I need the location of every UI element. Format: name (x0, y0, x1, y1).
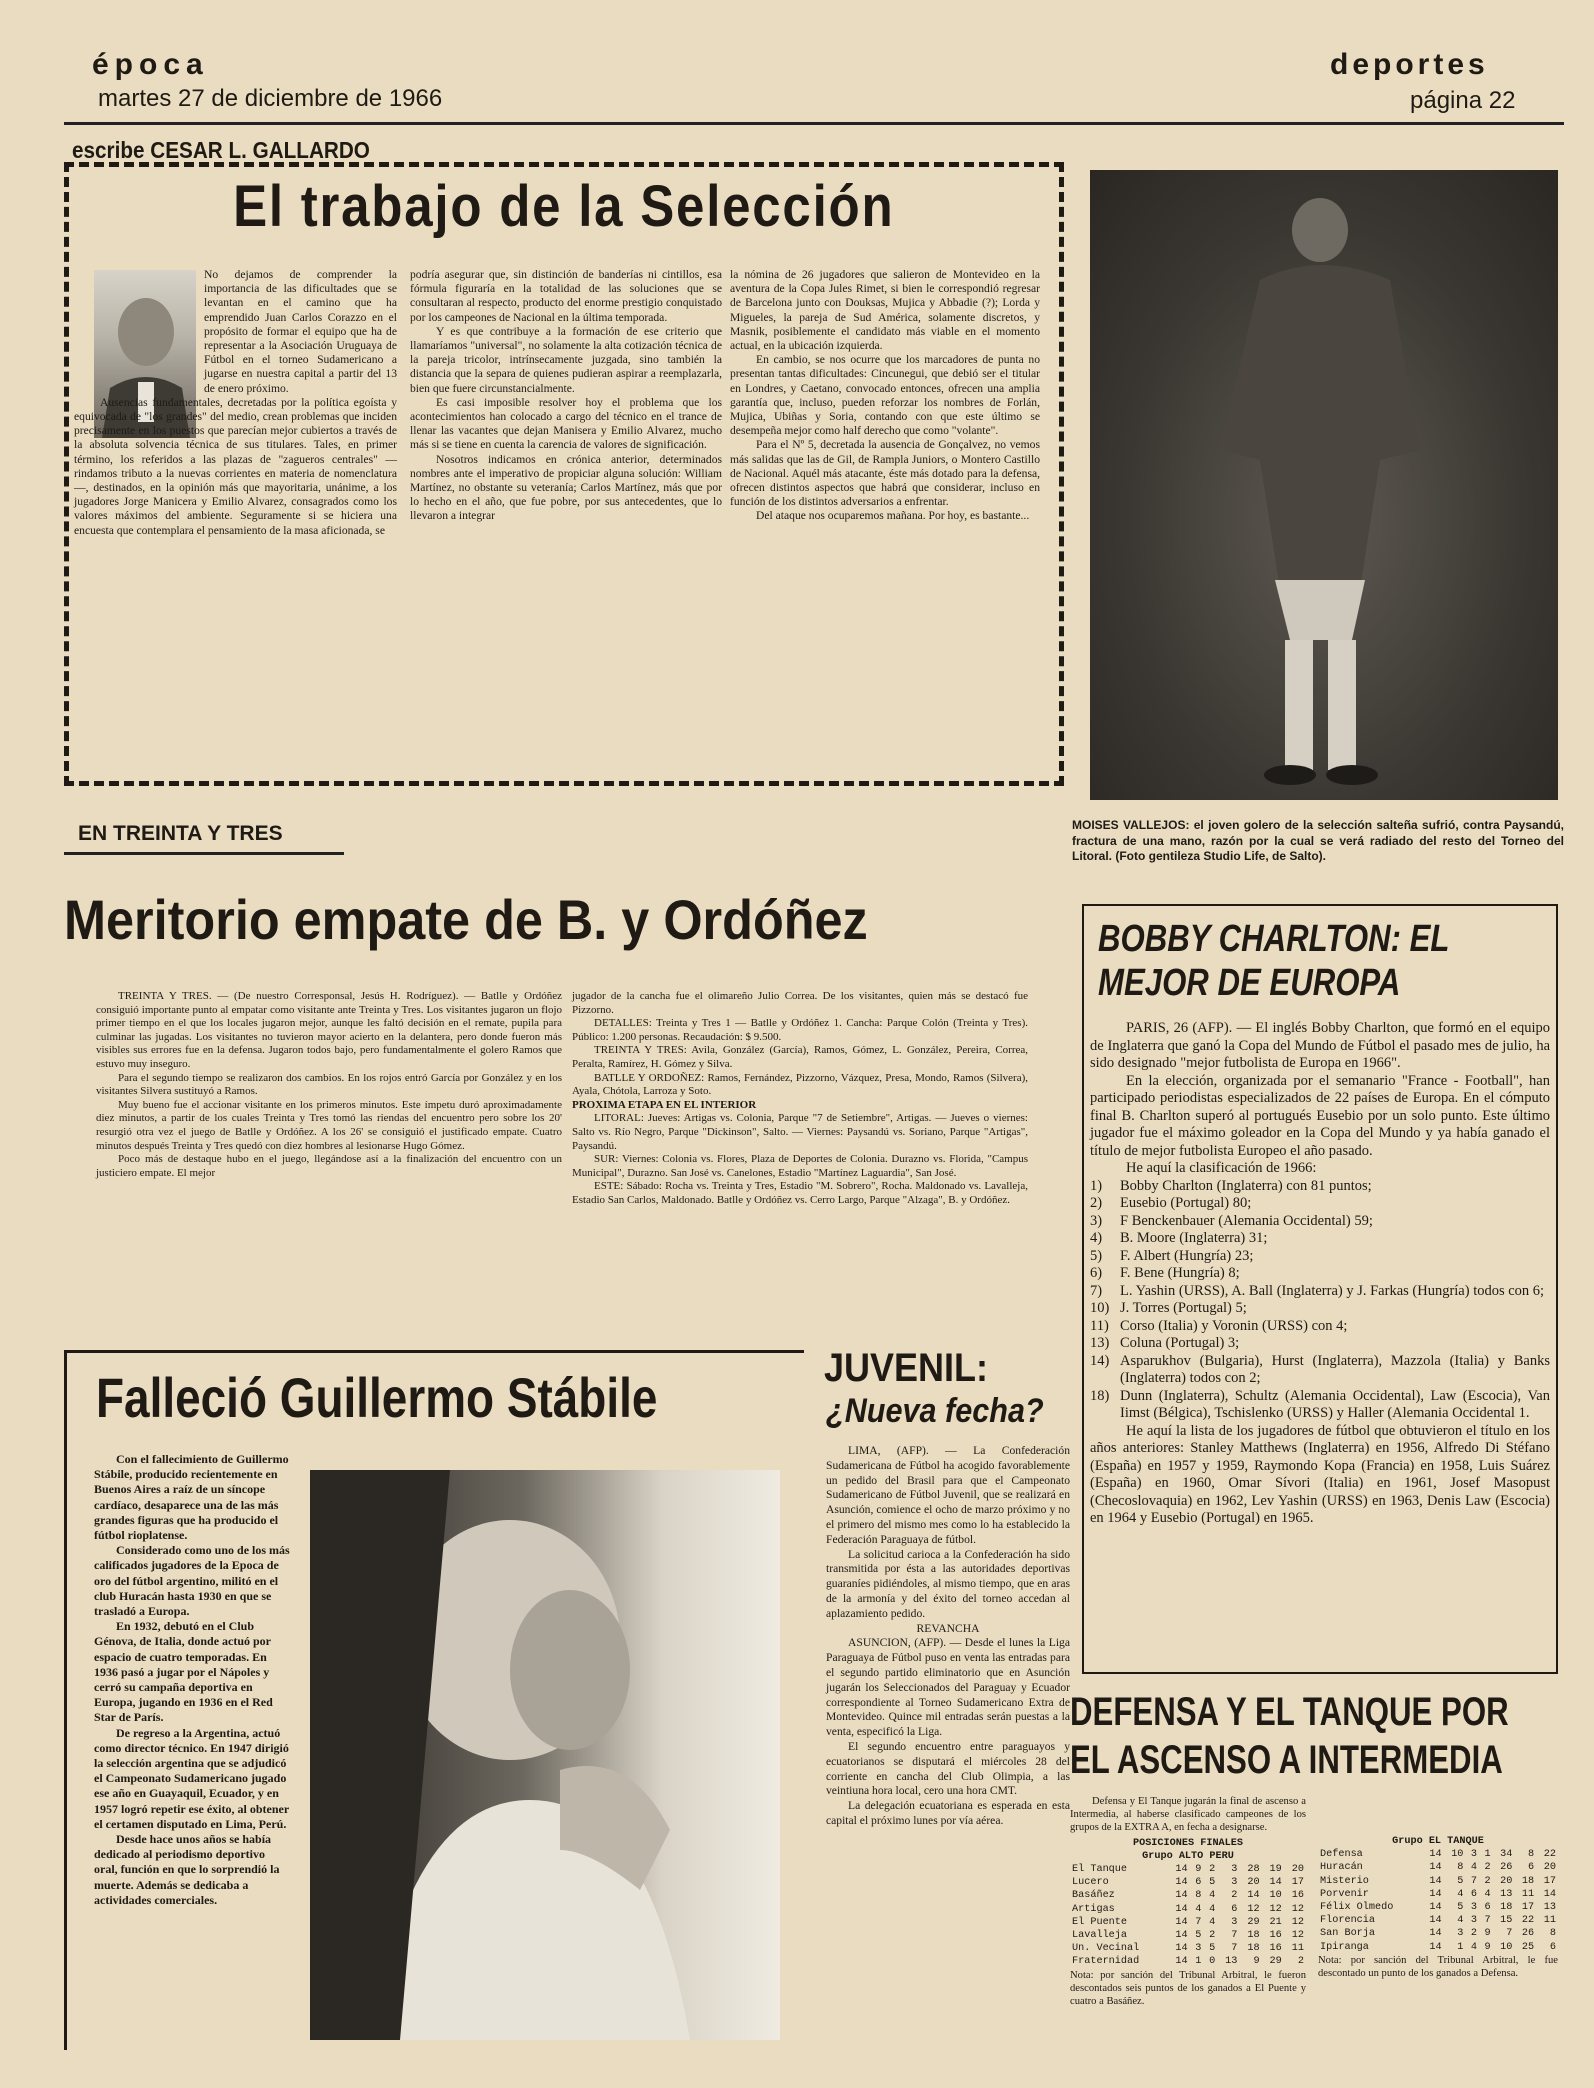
standings-cell: 21 (1269, 1916, 1282, 1928)
standings-cell: 34 (1500, 1849, 1513, 1861)
standings-cell: 3 (1231, 1864, 1238, 1876)
standings-cell: 6 (1528, 1862, 1535, 1874)
standings-cell: 12 (1247, 1903, 1260, 1915)
standings-cell: 12 (1291, 1903, 1304, 1915)
seleccion-col3 (730, 268, 1040, 524)
seleccion-col2 (410, 268, 722, 524)
standings-team: Lavalleja (1072, 1930, 1128, 1942)
seleccion-col3-p1: la nómina de 26 jugadores que salieron de Montevideo en la aventura de la Copa Jules Rimet, si bien le correspondió regresar de Barcelona junto con Douksas, Mujica y Abbadie (?); Lorda y Migueles, la pareja de Sud América, solamente discretos, y Masnik, posiblemente el candidato más viable en el momento actual, en la ubicación izquierda. (730, 268, 1040, 353)
standings-cell: 2 (1231, 1890, 1238, 1902)
seleccion-col3-p2: En cambio, se nos ocurre que los marcadores de punta no presentan tantas dificultades: Cincunegui, que debió ser el titular en Londres, y Caetano, convocado entonces, ofrecen una amplia garantía que, incluso, pueden reforzar los nombres de Forlán, Mujica, Ubiñas y Soria, contando con que este último se desempeña mejor como half derecho que como "volante". (730, 353, 1040, 438)
treinta-kicker-rule (64, 852, 344, 855)
standings-row (1318, 1875, 1558, 1888)
standings-cell: 2 (1470, 1928, 1477, 1940)
charlton-p1: PARIS, 26 (AFP). — El inglés Bobby Charlton, que formó en el equipo de Inglaterra que ganó la Copa del Mundo de Fútbol el pasado mes de julio, ha sido designado "mejor futbolista de Europa en 1966". (1090, 1020, 1550, 1071)
charlton-p3: He aquí la clasificación de 1966: (1126, 1160, 1317, 1176)
standings-team: Félix Olmedo (1320, 1902, 1394, 1914)
seleccion-col2-p2: Y es que contribuye a la formación de ese criterio que llamaríamos "universal", no solamente la alta cotización técnica de la pareja tricolor, intrínsecamente juzgada, sino también la distancia que la separa de quienes pudieran aspirar a reemplazarla, bien que fuere circunstancialmente. (410, 324, 722, 395)
standings-cell: 14 (1429, 1875, 1442, 1887)
seleccion-col1-p1: No dejamos de comprender la importancia de las dificultades que se levantan en el camino que ha emprendido Juan Carlos Corazzo en el propósito de formar el equipo que ha de representar a la Asociación Uruguaya de Fútbol en el torneo Sudamericano a jugarse en nuestra capital a partir del 13 de enero próximo. (204, 268, 397, 395)
standings-cell: 9 (1484, 1928, 1491, 1940)
revancha-p1: ASUNCION, (AFP). — Desde el lunes la Liga Paraguaya de Fútbol puso en venta las entradas para el segundo partido eliminatorio que en Asunción jugarán los Seleccionados del Paraguay y Ecuador correspondiente al Torneo Sudamericano Extra de Montevideo. Quince mil entradas serán puestas a la venta, especificó la Liga. (826, 1636, 1070, 1739)
standings-row (1070, 1876, 1306, 1889)
vallejos-photo (1090, 170, 1558, 800)
treinta-col2-p4: BATLLE Y ORDOÑEZ: Ramos, Fernández, Pizzorno, Vázquez, Presa, Mondo, Ramos (Silvera), Ayala, Chótola, Larroza y Soto. (572, 1071, 1028, 1098)
stabile-p3: En 1932, debutó en el Club Génova, de Italia, donde actuó por espacio de cuatro temporadas. En 1936 pasó a jugar por el Nápoles y cerró su campaña deportiva en Europa, jugando en 1936 en el Red Star de París. (94, 1619, 273, 1725)
standings-team: Basáñez (1072, 1890, 1115, 1902)
standings-row (1070, 1863, 1306, 1876)
ranking-pos: 11) (1090, 1317, 1109, 1334)
standings-row (1070, 1942, 1306, 1955)
standings-cell: 3 (1470, 1849, 1477, 1861)
standings-row (1070, 1903, 1306, 1916)
standings-cell: 4 (1457, 1888, 1464, 1900)
standings-cell: 29 (1247, 1916, 1260, 1928)
standings-cell: 19 (1269, 1864, 1282, 1876)
ranking-item (1090, 1335, 1550, 1353)
standings-row (1318, 1888, 1558, 1901)
proxima-p1: LITORAL: Jueves: Artigas vs. Colonia, Parque "7 de Setiembre", Artigas. — Jueves o viernes: Salto vs. Río Negro, Parque "Dickinson", Salto. — Viernes: Paysandú vs. Soriano, Parque "Artigas", Paysandú. (572, 1112, 1028, 1152)
standings-team: Ipiranga (1320, 1941, 1369, 1953)
standings-row (1318, 1914, 1558, 1927)
standings-cell: 14 (1429, 1849, 1442, 1861)
standings-cell: 7 (1506, 1928, 1513, 1940)
standings-cell: 1 (1457, 1941, 1464, 1953)
stabile-p5: Desde hace unos años se había dedicado al periodismo deportivo oral, función en que lo sorprendió la muerte. Además se dedicaba a actividades comerciales. (94, 1832, 280, 1907)
tanque-intro: Defensa y El Tanque jugarán la final de ascenso a Intermedia, al haberse clasificado campeones de los grupos de la EXTRA A, en fecha a designarse. (1070, 1796, 1306, 1834)
standings-cell: 14 (1429, 1915, 1442, 1927)
standings-team: Florencia (1320, 1915, 1376, 1927)
standings-cell: 4 (1470, 1862, 1477, 1874)
stabile-body (94, 1452, 290, 1908)
standings-cell: 5 (1209, 1877, 1216, 1889)
standings-cell: 16 (1269, 1943, 1282, 1955)
standings-cell: 14 (1175, 1943, 1188, 1955)
standings-row (1318, 1901, 1558, 1914)
standings-row (1070, 1916, 1306, 1929)
masthead-left-brand: época (92, 48, 209, 81)
standings-cell: 26 (1521, 1928, 1535, 1940)
standings-cell: 16 (1269, 1930, 1282, 1942)
masthead-page: página 22 (1410, 87, 1516, 114)
standings-cell: 7 (1195, 1916, 1202, 1928)
proxima-p2: SUR: Viernes: Colonia vs. Flores, Plaza de Deportes de Colonia. Durazno vs. Florida, "Campus Municipal", Durazno. San José vs. Canelones, Estadio "Martínez Laguardia", San José. (572, 1153, 1028, 1179)
standings-cell: 14 (1175, 1890, 1188, 1902)
standings-cell: 14 (1429, 1928, 1442, 1940)
stabile-p4: De regreso a la Argentina, actuó como director técnico. En 1947 dirigió la selección argentina que se adjudicó el Campeonato Sudamericano jugado ese año en Guayaquil, Ecuador, y en 1957 logró repetir ese éxito, al obtener el certamen disputado en Lima, Perú. (94, 1725, 289, 1831)
standings-cell: 3 (1470, 1902, 1477, 1914)
tanque-title-l2: EL ASCENSO A INTERMEDIA (1070, 1738, 1503, 1782)
ranking-item (1090, 1353, 1550, 1388)
standings-cell: 1 (1484, 1849, 1491, 1861)
ranking-item (1090, 1283, 1550, 1301)
standings-row (1318, 1941, 1558, 1954)
treinta-col2-p3: TREINTA Y TRES: Avila, González (García), Ramos, Gómez, L. González, Pereira, Correa, Peralta, Ramírez, H. Gómez y Silva. (572, 1044, 1028, 1070)
standings-cell: 20 (1543, 1862, 1556, 1874)
standings-cell: 4 (1209, 1903, 1216, 1915)
ranking-pos: 4) (1090, 1230, 1103, 1246)
standings-cell: 14 (1429, 1862, 1442, 1874)
standings-cell: 3 (1195, 1943, 1202, 1955)
standings-cell: 29 (1269, 1956, 1282, 1968)
juvenil-title: JUVENIL: (824, 1346, 989, 1390)
ranking-pos: 14) (1090, 1352, 1110, 1369)
ranking-pos: 13) (1090, 1335, 1110, 1351)
standings-cell: 12 (1291, 1916, 1304, 1928)
stabile-p2: Considerado como uno de los más calificados jugadores de la Epoca de oro del fútbol argentino, militó en el club Huracán hasta 1930 en que se trasladó a Europa. (94, 1543, 290, 1619)
ranking-pos: 10) (1090, 1300, 1110, 1316)
seleccion-title-text: El trabajo de la Selección (233, 174, 895, 239)
tanque-nota1: Nota: por sanción del Tribunal Arbitral, le fueron descontados seis puntos de los ganados a El Puente y cuatro a Basáñez. (1070, 1969, 1306, 2008)
standings-cell: 16 (1291, 1890, 1304, 1902)
ranking-text: F Benckenbauer (Alemania Occidental) 59; (1120, 1212, 1373, 1229)
standings-cell: 9 (1195, 1864, 1202, 1876)
standings-row (1070, 1929, 1306, 1942)
treinta-col1-p2: Para el segundo tiempo se realizaron dos cambios. En los rojos entró García por González y en los visitantes Silvera sustituyó a Ramos. (96, 1071, 562, 1098)
standings-cell: 14 (1175, 1864, 1188, 1876)
seleccion-col2-p3: Es casi imposible resolver hoy el problema que los acontecimientos han colocado a cargo del técnico en el trance de llenar las vacantes que dejan Manisera y Emilio Alvarez, mucho más si se tiene en cuenta la carencia de valores de significación. (410, 395, 722, 452)
standings-cell: 6 (1549, 1941, 1556, 1953)
standings-cell: 25 (1521, 1941, 1535, 1953)
standings-cell: 14 (1269, 1877, 1282, 1889)
treinta-col2-p2: DETALLES: Treinta y Tres 1 — Batlle y Ordóñez 1. Cancha: Parque Colón (Treinta y Tres). Público: 1.200 personas. Recaudación: $ 9.500. (572, 1017, 1028, 1043)
standings-cell: 17 (1291, 1877, 1304, 1889)
standings-cell: 14 (1175, 1877, 1188, 1889)
ranking-text: F. Bene (Hungría) 8; (1120, 1265, 1240, 1281)
revancha-p3: La delegación ecuatoriana es esperada en esta capital el próximo lunes por vía aérea. (826, 1799, 1070, 1827)
standings-cell: 3 (1231, 1916, 1238, 1928)
standings-row (1318, 1927, 1558, 1940)
treinta-col1 (96, 990, 562, 1180)
standings-cell: 4 (1209, 1916, 1216, 1928)
standings-cell: 8 (1457, 1862, 1464, 1874)
standings-cell: 13 (1543, 1902, 1556, 1914)
standings-cell: 18 (1247, 1943, 1260, 1955)
standings-cell: 18 (1247, 1930, 1260, 1942)
juvenil-subtitle: ¿Nueva fecha? (826, 1392, 1044, 1430)
standings-cell: 20 (1247, 1877, 1260, 1889)
tanque-left-col (1070, 1795, 1306, 2008)
standings-row (1318, 1861, 1558, 1874)
seleccion-col3-p4: Del ataque nos ocuparemos mañana. Por hoy, es bastante... (756, 509, 1030, 523)
charlton-body (1090, 1020, 1550, 1528)
stabile-photo (310, 1470, 780, 2040)
ranking-text: Corso (Italia) y Voronin (URSS) con 4; (1120, 1317, 1348, 1334)
standings-cell: 14 (1175, 1916, 1188, 1928)
standings-cell: 2 (1484, 1862, 1491, 1874)
juvenil-body (826, 1444, 1070, 1829)
standings-cell: 11 (1521, 1888, 1535, 1900)
standings-cell: 8 (1549, 1928, 1556, 1940)
standings-cell: 11 (1543, 1915, 1556, 1927)
standings-team: Defensa (1320, 1849, 1363, 1861)
standings-cell: 4 (1209, 1890, 1216, 1902)
treinta-col1-p1: TREINTA Y TRES. — (De nuestro Corresponsal, Jesús H. Rodríguez). — Batlle y Ordóñez consiguió importante punto al empatar como visitante ante Treinta y Tres. Los visitantes jugaron un flojo primer tiempo en el que los locales jugaron mejor, aunque les faltó decisión en el remate, pupila para culminar las jugadas. Los visitantes no tuvieron mayor acierto en la delantera, pero donde fueron más visibles sus errores fue en la defensa. Jugaron todos bajo, pero fundamentalmente el golero Ramos que estuvo muy inseguro. (96, 990, 562, 1070)
ranking-item (1090, 1248, 1550, 1266)
grupo-tanque-table (1318, 1848, 1558, 1954)
seleccion-byline: escribe CESAR L. GALLARDO (72, 137, 370, 163)
standings-cell: 3 (1457, 1928, 1464, 1940)
standings-cell: 6 (1484, 1902, 1491, 1914)
standings-cell: 3 (1231, 1877, 1238, 1889)
standings-cell: 1 (1195, 1956, 1202, 1968)
standings-team: Lucero (1072, 1877, 1109, 1889)
tanque-nota2: Nota: por sanción del Tribunal Arbitral, le fue descontado un punto de los ganados a Defensa. (1318, 1954, 1558, 1980)
ranking-text: Asparukhov (Bulgaria), Hurst (Inglaterra), Mazzola (Italia) y Banks (Inglaterra) todos con 2; (1120, 1352, 1550, 1386)
vallejos-caption: MOISES VALLEJOS: el joven golero de la selección salteña sufrió, contra Paysandú, fractura de una mano, razón por la cual se verá radiado del resto del Torneo del Litoral. (Foto gentileza Studio Life, de Salto). (1072, 818, 1564, 863)
charlton-title-l2: MEJOR DE EUROPA (1098, 962, 1401, 1004)
standings-cell: 17 (1521, 1902, 1535, 1914)
standings-cell: 7 (1470, 1875, 1477, 1887)
charlton-ranking (1090, 1178, 1550, 1423)
standings-cell: 7 (1231, 1943, 1238, 1955)
treinta-col1-p3: Muy bueno fue el accionar visitante en los primeros minutos. Este ímpetu duró aproximadamente diez minutos, a partir de los cuales Treinta y Tres tomó las riendas del encuentro pero sobre los 20' resurgió otra vez el juego de Batlle y Ordóñez. A los 26' se consiguió el justificado empate. Cuatro minutos después Treinta y Tres quedó con diez hombres al lesionarse Hugo Gómez. (96, 1098, 562, 1152)
grupo-alto-table (1070, 1863, 1306, 1969)
standings-cell: 22 (1543, 1849, 1556, 1861)
ranking-text: Bobby Charlton (Inglaterra) con 81 puntos; (1120, 1177, 1372, 1194)
standings-row (1318, 1848, 1558, 1861)
ranking-item (1090, 1230, 1550, 1248)
standings-cell: 15 (1500, 1915, 1513, 1927)
standings-team: El Tanque (1072, 1864, 1128, 1876)
standings-team: Porvenir (1320, 1888, 1369, 1900)
ranking-pos: 2) (1090, 1195, 1103, 1211)
standings-cell: 14 (1429, 1941, 1442, 1953)
standings-cell: 20 (1500, 1875, 1513, 1887)
standings-cell: 7 (1231, 1930, 1238, 1942)
standings-cell: 2 (1209, 1864, 1216, 1876)
standings-cell: 9 (1253, 1956, 1260, 1968)
charlton-p4: He aquí la lista de los jugadores de fútbol que obtuvieron el título en los años anteriores: Stanley Matthews (Inglaterra) en 1956, Alfredo Di Stéfano (España) en 1957 y 1959, Raymondo Kopa (Francia) en 1958, Luis Suárez (España) en 1960, Omar Sívori (Italia) en 1961, Josef Masopust (Checoslovaquia) en 1962, Lev Yashin (URSS) en 1963, Denis Law (Escocia) en 1964 y Eusebio (Portugal) en 1965. (1090, 1422, 1550, 1526)
proxima-p3: ESTE: Sábado: Rocha vs. Treinta y Tres, Estadio "M. Sobrero", Rocha. Maldonado vs. Lavalleja, Estadio San Carlos, Maldonado. Batlle y Ordóñez vs. Cerro Largo, Parque "Alzaga", B. y Ordóñez. (572, 1180, 1028, 1206)
standings-cell: 14 (1175, 1956, 1188, 1968)
standings-cell: 14 (1429, 1902, 1442, 1914)
standings-cell: 13 (1500, 1888, 1513, 1900)
standings-cell: 7 (1484, 1915, 1491, 1927)
standings-team: Huracán (1320, 1862, 1363, 1874)
standings-cell: 14 (1429, 1888, 1442, 1900)
standings-cell: 3 (1470, 1915, 1477, 1927)
ranking-pos: 6) (1090, 1265, 1103, 1281)
ranking-pos: 1) (1090, 1177, 1103, 1194)
treinta-col1-p4: Poco más de destaque hubo en el juego, llegándose así a la finalización del encuentro con un justiciero empate. El mejor (96, 1153, 562, 1179)
ranking-text: Dunn (Inglaterra), Schultz (Alemania Occidental), Law (Escocia), Van Iimst (Bélgica), Tschislenko (URSS) y Haller (Alemania Occidental 1. (1120, 1387, 1550, 1421)
ranking-item (1090, 1213, 1550, 1231)
seleccion-col2-p1: podría asegurar que, sin distinción de banderías ni cintillos, esa fórmula figuraría en la totalidad de las soluciones que se consultaran al respecto, producto del enorme prestigio conquistado por los campeones de Nacional en la última temporada. (410, 268, 722, 324)
ranking-item (1090, 1265, 1550, 1283)
standings-cell: 18 (1500, 1902, 1513, 1914)
ranking-item (1090, 1195, 1550, 1213)
standings-cell: 10 (1451, 1849, 1464, 1861)
standings-team: Artigas (1072, 1903, 1115, 1915)
standings-cell: 28 (1247, 1864, 1260, 1876)
standings-cell: 2 (1484, 1875, 1491, 1887)
ranking-text: Eusebio (Portugal) 80; (1120, 1195, 1252, 1211)
standings-cell: 8 (1528, 1849, 1535, 1861)
masthead-right-brand: deportes (1330, 48, 1489, 81)
tanque-title-l1: DEFENSA Y EL TANQUE POR (1070, 1690, 1509, 1734)
standings-cell: 8 (1195, 1890, 1202, 1902)
standings-team: San Borja (1320, 1928, 1376, 1940)
ranking-text: J. Torres (Portugal) 5; (1120, 1300, 1247, 1316)
grupo-tanque-label: Grupo EL TANQUE (1392, 1836, 1484, 1847)
tanque-right-col (1318, 1795, 1558, 1980)
proxima-title: PROXIMA ETAPA EN EL INTERIOR (572, 1098, 757, 1111)
standings-cell: 2 (1297, 1956, 1304, 1968)
standings-cell: 14 (1175, 1903, 1188, 1915)
ranking-text: Coluna (Portugal) 3; (1120, 1335, 1240, 1351)
standings-cell: 6 (1195, 1877, 1202, 1889)
standings-cell: 4 (1484, 1888, 1491, 1900)
standings-cell: 5 (1195, 1930, 1202, 1942)
ranking-item (1090, 1178, 1550, 1196)
masthead-rule (64, 122, 1564, 125)
ranking-item (1090, 1388, 1550, 1423)
ranking-text: F. Albert (Hungría) 23; (1120, 1247, 1254, 1264)
standings-cell: 10 (1500, 1941, 1513, 1953)
ranking-item (1090, 1300, 1550, 1318)
standings-cell: 26 (1500, 1862, 1513, 1874)
seleccion-col1-p2: Ausencias fundamentales, decretadas por la política egoísta y equivocada de "los grandes" del medio, crean problemas que inciden precisamente en los puestos que parecían mejor cubiertos a través de la absoluta solvencia técnica de sus titulares. Tales, en primer término, los referidos a las plazas de "zagueros centrales" —rindamos tributo a la nuevas corrientes en materia de nomenclatura—, destinados, en la opinión más que mayoritaria, unánime, a los jugadores Jorge Manicera y Emilio Alvarez, consagrados como los valores máximos del ambiente. Seguramente si se hiciera una encuesta que contemplara el pensamiento de la masa aficionada, se (74, 395, 397, 537)
seleccion-col1 (74, 268, 397, 538)
standings-team: Fraternidad (1072, 1956, 1140, 1968)
ranking-pos: 5) (1090, 1247, 1103, 1264)
standings-cell: 6 (1470, 1888, 1477, 1900)
juvenil-p2: La solicitud carioca a la Confederación ha sido transmitida por ésta a las autoridades deportivas guaraníes pidiéndoles, al mismo tiempo, que en aras de la armonía y del éxito del torneo accedan al aplazamiento pedido. (826, 1547, 1070, 1620)
standings-cell: 4 (1470, 1941, 1477, 1953)
standings-cell: 0 (1209, 1956, 1216, 1968)
stabile-title: Falleció Guillermo Stábile (96, 1366, 658, 1429)
standings-cell: 5 (1209, 1943, 1216, 1955)
treinta-title: Meritorio empate de B. y Ordóñez (64, 888, 868, 951)
treinta-kicker: EN TREINTA Y TRES (78, 822, 283, 845)
revancha-p2: El segundo encuentro entre paraguayos y ecuatorianos se disputará el miércoles 28 del corriente en cancha del Club Olimpia, a las veintiuna hora local, cero una hora CMT. (826, 1739, 1070, 1798)
juvenil-p1: LIMA, (AFP). — La Confederación Sudamericana de Fútbol ha acogido favorablemente un pedido del Brasil para que el Campeonato Sudamericano de Fútbol Juvenil, que se realizará en Asunción, comience el ocho de marzo próximo y no el primero del mismo mes como lo ha establecido la Federación Paraguaya de fútbol. (826, 1444, 1070, 1546)
standings-team: El Puente (1072, 1916, 1128, 1928)
ranking-pos: 7) (1090, 1282, 1103, 1299)
ranking-pos: 3) (1090, 1212, 1103, 1229)
standings-team: Misterio (1320, 1875, 1369, 1887)
standings-cell: 9 (1484, 1941, 1491, 1953)
standings-cell: 2 (1209, 1930, 1216, 1942)
seleccion-title (64, 176, 1064, 238)
standings-cell: 4 (1195, 1903, 1202, 1915)
standings-cell: 22 (1521, 1915, 1535, 1927)
standings-cell: 5 (1457, 1902, 1464, 1914)
stabile-figure (310, 1470, 780, 2040)
charlton-p2: En la elección, organizada por el semanario "France - Football", han participado periodistas especializados de 22 países de Europa. En el cómputo final B. Charlton superó al portugués Eusebio por un solo punto. Este último jugador fue el máximo goleador en la Copa del Mundo y ya había ganado el título de mejor futbolista Europeo el año pasado. (1090, 1072, 1550, 1159)
standings-cell: 10 (1269, 1890, 1282, 1902)
standings-cell: 13 (1225, 1956, 1238, 1968)
goalkeeper-figure (1090, 170, 1558, 800)
ranking-text: B. Moore (Inglaterra) 31; (1120, 1230, 1268, 1246)
standings-cell: 4 (1457, 1915, 1464, 1927)
standings-cell: 12 (1269, 1903, 1282, 1915)
standings-row (1070, 1889, 1306, 1902)
standings-row (1070, 1955, 1306, 1968)
stabile-p1: Con el fallecimiento de Guillermo Stábile, producido recientemente en Buenos Aires a raíz de un síncope cardíaco, desaparece una de las más grandes figuras que ha producido el fútbol rioplatense. (94, 1452, 289, 1543)
ranking-pos: 18) (1090, 1387, 1110, 1404)
seleccion-col3-p3: Para el Nº 5, decretada la ausencia de Gonçalvez, no vemos más salidas que las de Gil, de Rampla Juniors, o Montero Castillo de Nacional. Aquél más atacante, éste más dotado para la defensa, ofrecen distintos aspectos que habrá que considerar, incluso en función de los distintos adversarios a enfrentar. (730, 438, 1040, 509)
standings-cell: 5 (1457, 1875, 1464, 1887)
ranking-text: L. Yashin (URSS), A. Ball (Inglaterra) y J. Farkas (Hungría) todos con 6; (1120, 1282, 1545, 1299)
standings-cell: 17 (1543, 1875, 1556, 1887)
standings-cell: 18 (1521, 1875, 1535, 1887)
standings-cell: 14 (1247, 1890, 1260, 1902)
treinta-col2-p1: jugador de la cancha fue el olimareño Julio Correa. De los visitantes, quien más se destacó fue Pizzorno. (572, 990, 1028, 1016)
standings-cell: 6 (1231, 1903, 1238, 1915)
standings-cell: 20 (1291, 1864, 1304, 1876)
standings-team: Un. Vecinal (1072, 1943, 1140, 1955)
treinta-col2 (572, 990, 1028, 1208)
masthead-date: martes 27 de diciembre de 1966 (98, 85, 443, 112)
charlton-title-l1: BOBBY CHARLTON: EL (1098, 918, 1450, 960)
standings-cell: 11 (1291, 1943, 1304, 1955)
standings-cell: 14 (1543, 1888, 1556, 1900)
grupo-alto-label: Grupo ALTO PERU (1142, 1850, 1234, 1862)
ranking-item (1090, 1318, 1550, 1336)
standings-cell: 14 (1175, 1930, 1188, 1942)
standings-cell: 12 (1291, 1930, 1304, 1942)
tanque-posiciones-label: POSICIONES FINALES (1132, 1837, 1244, 1849)
seleccion-col2-p4: Nosotros indicamos en crónica anterior, determinados nombres ante el imperativo de propiciar alguna solución: William Martínez, no obstante su veteranía; Carlos Martínez, más que por lo hecho en el año, que fue pobre, por sus antecedentes, que lo llevaron a integrar (410, 452, 722, 523)
revancha-title: REVANCHA (916, 1621, 980, 1635)
